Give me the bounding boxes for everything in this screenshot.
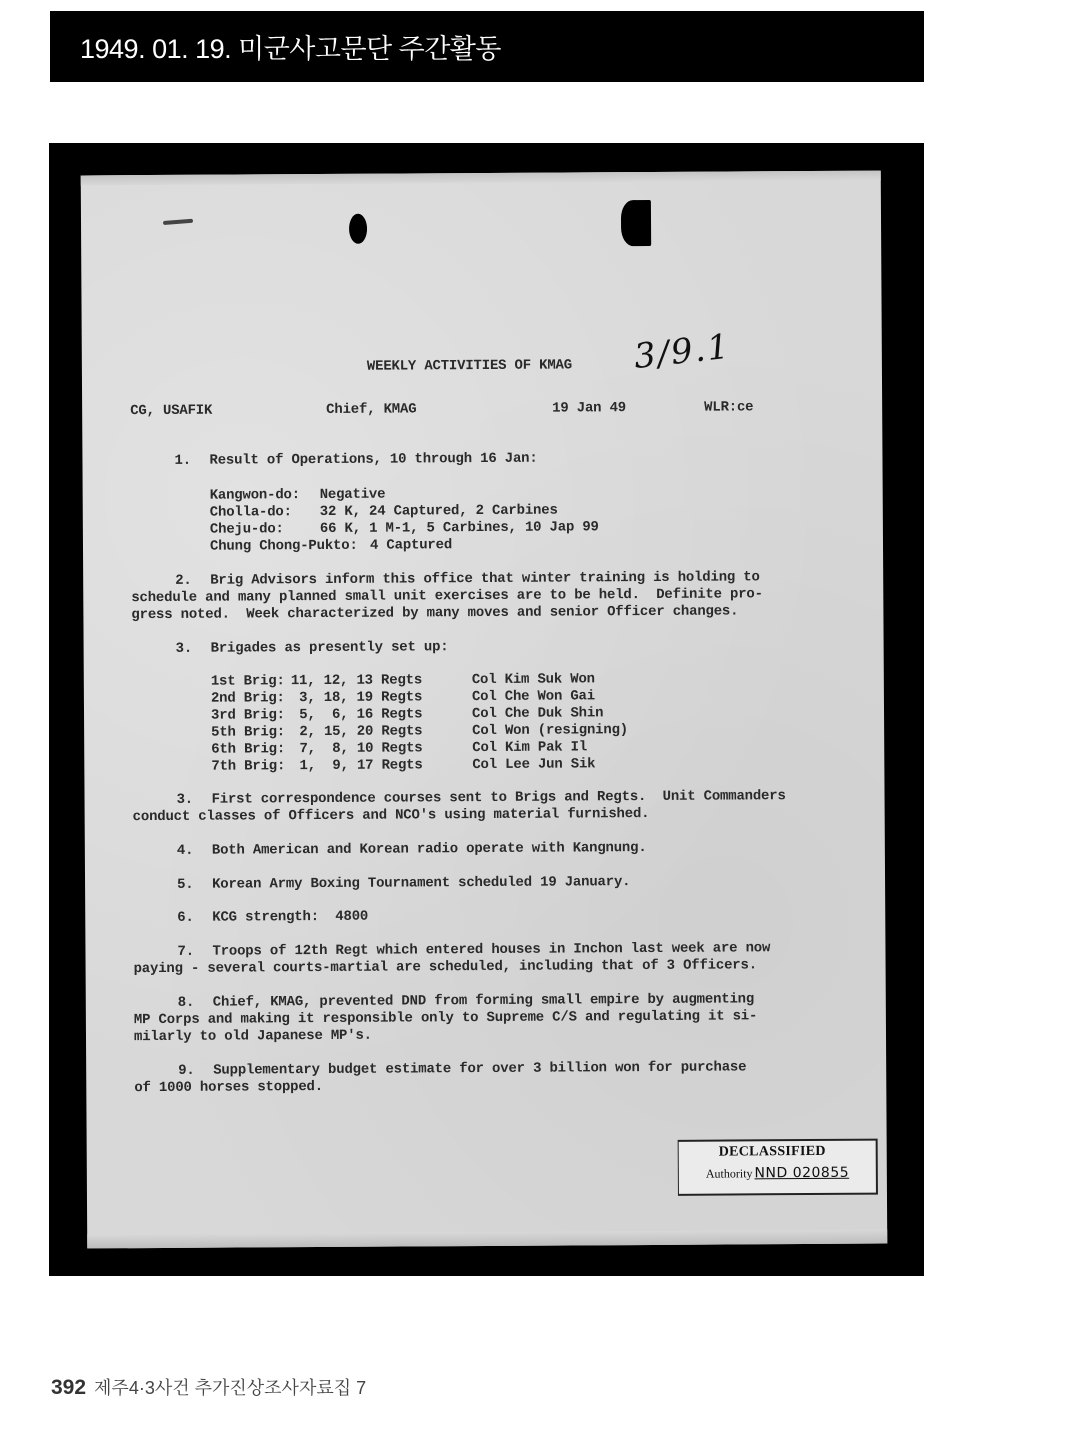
brigade-name: 7th Brig: (211, 758, 286, 775)
brigade-regiments: 3, 18, 19 Regts (290, 689, 423, 707)
page-title: 1949. 01. 19. 미군사고문단 주간활동 (80, 34, 501, 64)
brigade-commander: Col Won (resigning) (472, 722, 629, 740)
item-line: Supplementary budget estimate for over 3 billion won for purchase (213, 1059, 747, 1079)
item-number: 1. (174, 452, 191, 469)
stamp-title: DECLASSIFIED (718, 1143, 826, 1160)
brigade-regiments: 7, 8, 10 Regts (291, 740, 423, 758)
brigade-name: 5th Brig: (211, 724, 285, 741)
brigade-regiments: 2, 15, 20 Regts (291, 723, 423, 741)
routing-date: 19 Jan 49 (552, 400, 627, 417)
page-footer (51, 1374, 366, 1400)
item-line: First correspondence courses sent to Brigs and Regts. Unit Commanders (211, 788, 786, 808)
item-number: 3. (175, 640, 193, 657)
item-line: schedule and many planned small unit exercises are to be held. Definite pro- (131, 586, 763, 607)
item-line: milarly to old Japanese MP's. (133, 1027, 372, 1046)
brigade-commander: Col Kim Pak Il (472, 739, 588, 757)
operation-result: 66 K, 1 M-1, 5 Carbines, 10 Jap 99 (319, 519, 599, 537)
item-number: 8. (177, 994, 195, 1011)
item-line: conduct classes of Officers and NCO's using material furnished. (132, 805, 650, 826)
brigade-regiments: 11, 12, 13 Regts (290, 672, 423, 690)
brigade-name: 6th Brig: (211, 741, 286, 758)
brigade-name: 2nd Brig: (210, 690, 285, 707)
item-line: KCG strength: 4800 (212, 908, 369, 926)
brigade-commander: Col Lee Jun Sik (472, 756, 596, 774)
document-heading: WEEKLY ACTIVITIES OF KMAG (366, 357, 572, 375)
item-text: Brigades as presently set up: (210, 639, 449, 657)
punch-hole-icon (621, 200, 651, 246)
brigade-name: 1st Brig: (210, 673, 285, 690)
handwritten-file-number: 3/9.1 (631, 326, 733, 378)
staple-mark-icon (163, 219, 193, 225)
stamp-authority-label: Authority (705, 1166, 753, 1181)
punch-hole-icon (349, 214, 367, 244)
page-title-bar (50, 11, 924, 82)
item-line: Korean Army Boxing Tournament scheduled 19 January. (212, 874, 631, 893)
stamp-authority-value: NND 020855 (754, 1164, 850, 1182)
operation-result: 4 Captured (369, 537, 453, 554)
brigade-regiments: 1, 9, 17 Regts (291, 757, 423, 775)
item-number: 3. (176, 791, 194, 808)
operation-region: Chung Chong-Pukto: (209, 537, 358, 555)
document-paper (81, 171, 888, 1249)
item-text: Result of Operations, 10 through 16 Jan: (209, 450, 538, 469)
item-line: gress noted. Week characterized by many moves and senior Officer changes. (131, 603, 739, 624)
item-number: 9. (178, 1062, 195, 1079)
routing-to: CG, USAFIK (130, 402, 213, 420)
stamp-authority (706, 1165, 849, 1182)
item-number: 5. (177, 876, 194, 893)
operation-result: 32 K, 24 Captured, 2 Carbines (319, 502, 558, 520)
item-line: Troops of 12th Regt which entered houses in Inchon last week are now (212, 940, 771, 960)
document-photo (49, 143, 924, 1276)
operation-region: Cheju-do: (209, 521, 284, 538)
item-line: paying - several courts-martial are scheduled, including that of 3 Officers. (133, 957, 757, 978)
page-number: 392 (51, 1376, 87, 1399)
paper-top-edge (81, 171, 881, 186)
item-line: Both American and Korean radio operate with Kangnung. (211, 840, 647, 859)
declassified-stamp (678, 1139, 878, 1196)
routing-from: Chief, KMAG (326, 401, 417, 418)
operation-region: Kangwon-do: (209, 487, 300, 504)
brigade-commander: Col Kim Suk Won (471, 671, 595, 689)
item-line: Chief, KMAG, prevented DND from forming small empire by augmenting (212, 991, 755, 1011)
brigade-commander: Col Che Won Gai (471, 688, 596, 706)
item-line: of 1000 horses stopped. (134, 1078, 323, 1097)
routing-reference: WLR:ce (704, 399, 754, 416)
item-line: MP Corps and making it responsible only to Supreme C/S and regulating it si- (133, 1008, 758, 1029)
operation-region: Cholla-do: (209, 504, 292, 521)
item-number: 2. (175, 572, 192, 589)
item-number: 7. (177, 943, 194, 960)
item-number: 4. (176, 842, 194, 859)
item-line: Brig Advisors inform this office that winter training is holding to (210, 569, 760, 589)
brigade-name: 3rd Brig: (210, 707, 285, 724)
book-title: 제주4·3사건 추가진상조사자료집 7 (94, 1378, 367, 1398)
paper-bottom-edge (87, 1230, 887, 1249)
brigade-regiments: 5, 6, 16 Regts (290, 706, 423, 724)
brigade-commander: Col Che Duk Shin (471, 705, 604, 723)
operation-result: Negative (319, 486, 386, 503)
item-number: 6. (177, 909, 194, 926)
